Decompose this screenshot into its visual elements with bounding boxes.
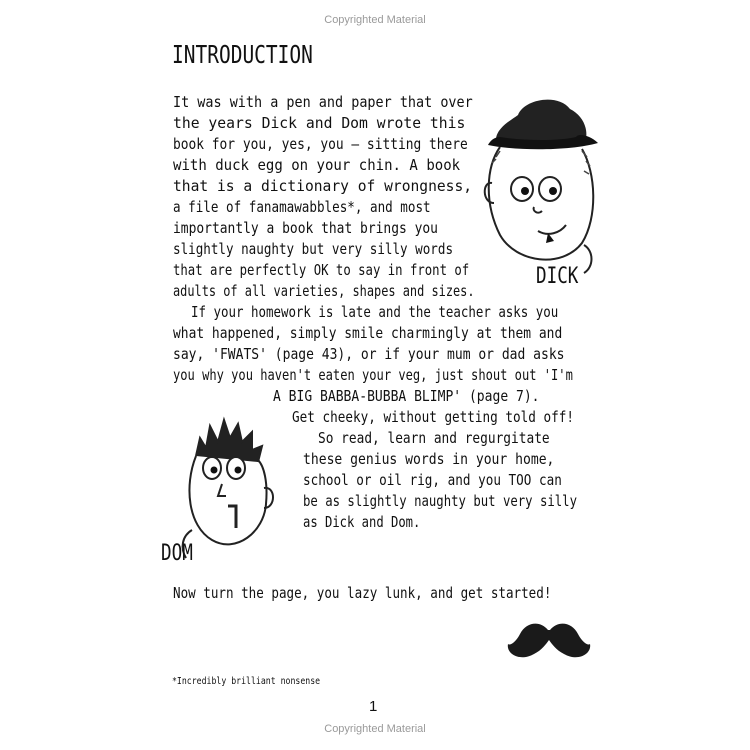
para1-line: the years Dick and Dom wrote this	[173, 114, 466, 132]
dick-doodle-icon	[478, 85, 608, 290]
page-title: INTRODUCTION	[172, 40, 313, 69]
para1-line: importantly a book that brings you	[173, 219, 438, 237]
dom-label: DOM	[161, 541, 193, 566]
para1-line: that are perfectly OK to say in front of	[173, 261, 470, 279]
para2-line: If your homework is late and the teacher asks you	[191, 303, 559, 321]
para3-line: school or oil rig, and you TOO can	[303, 471, 562, 489]
para1-line: a file of fanamawabbles*, and most	[173, 198, 431, 216]
moustache-icon	[506, 614, 592, 664]
para1-line: It was with a pen and paper that over	[173, 93, 473, 111]
para1-line: adults of all varieties, shapes and sizes.	[173, 282, 475, 300]
dom-doodle-icon	[178, 408, 288, 568]
para1-line: that is a dictionary of wrongness,	[173, 177, 473, 195]
dick-label: DICK	[536, 264, 579, 289]
para3-line: So read, learn and regurgitate	[318, 429, 550, 447]
para2-line: say, 'FWATS' (page 43), or if your mum or dad asks	[173, 345, 565, 363]
para1-line: slightly naughty but very silly words	[173, 240, 454, 258]
footnote: *Incredibly brilliant nonsense	[172, 676, 321, 687]
copyright-top: Copyrighted Material	[324, 14, 426, 26]
page-number: 1	[369, 698, 378, 715]
para2-line: Get cheeky, without getting told off!	[292, 408, 575, 426]
copyright-bottom: Copyrighted Material	[324, 723, 426, 735]
para1-line: book for you, yes, you – sitting there	[173, 135, 468, 153]
para3-line: these genius words in your home,	[303, 450, 555, 468]
para3-line: as Dick and Dom.	[303, 513, 421, 531]
closing-line: Now turn the page, you lazy lunk, and get started!	[173, 584, 552, 602]
para2-line: you why you haven't eaten your veg, just shout out 'I'm	[173, 366, 573, 384]
para3-line: be as slightly naughty but very silly	[303, 492, 577, 510]
para2-line: A BIG BABBA-BUBBA BLIMP' (page 7).	[273, 387, 540, 405]
para1-line: with duck egg on your chin. A book	[173, 156, 461, 174]
para2-line: what happened, simply smile charmingly at them and	[173, 324, 563, 342]
